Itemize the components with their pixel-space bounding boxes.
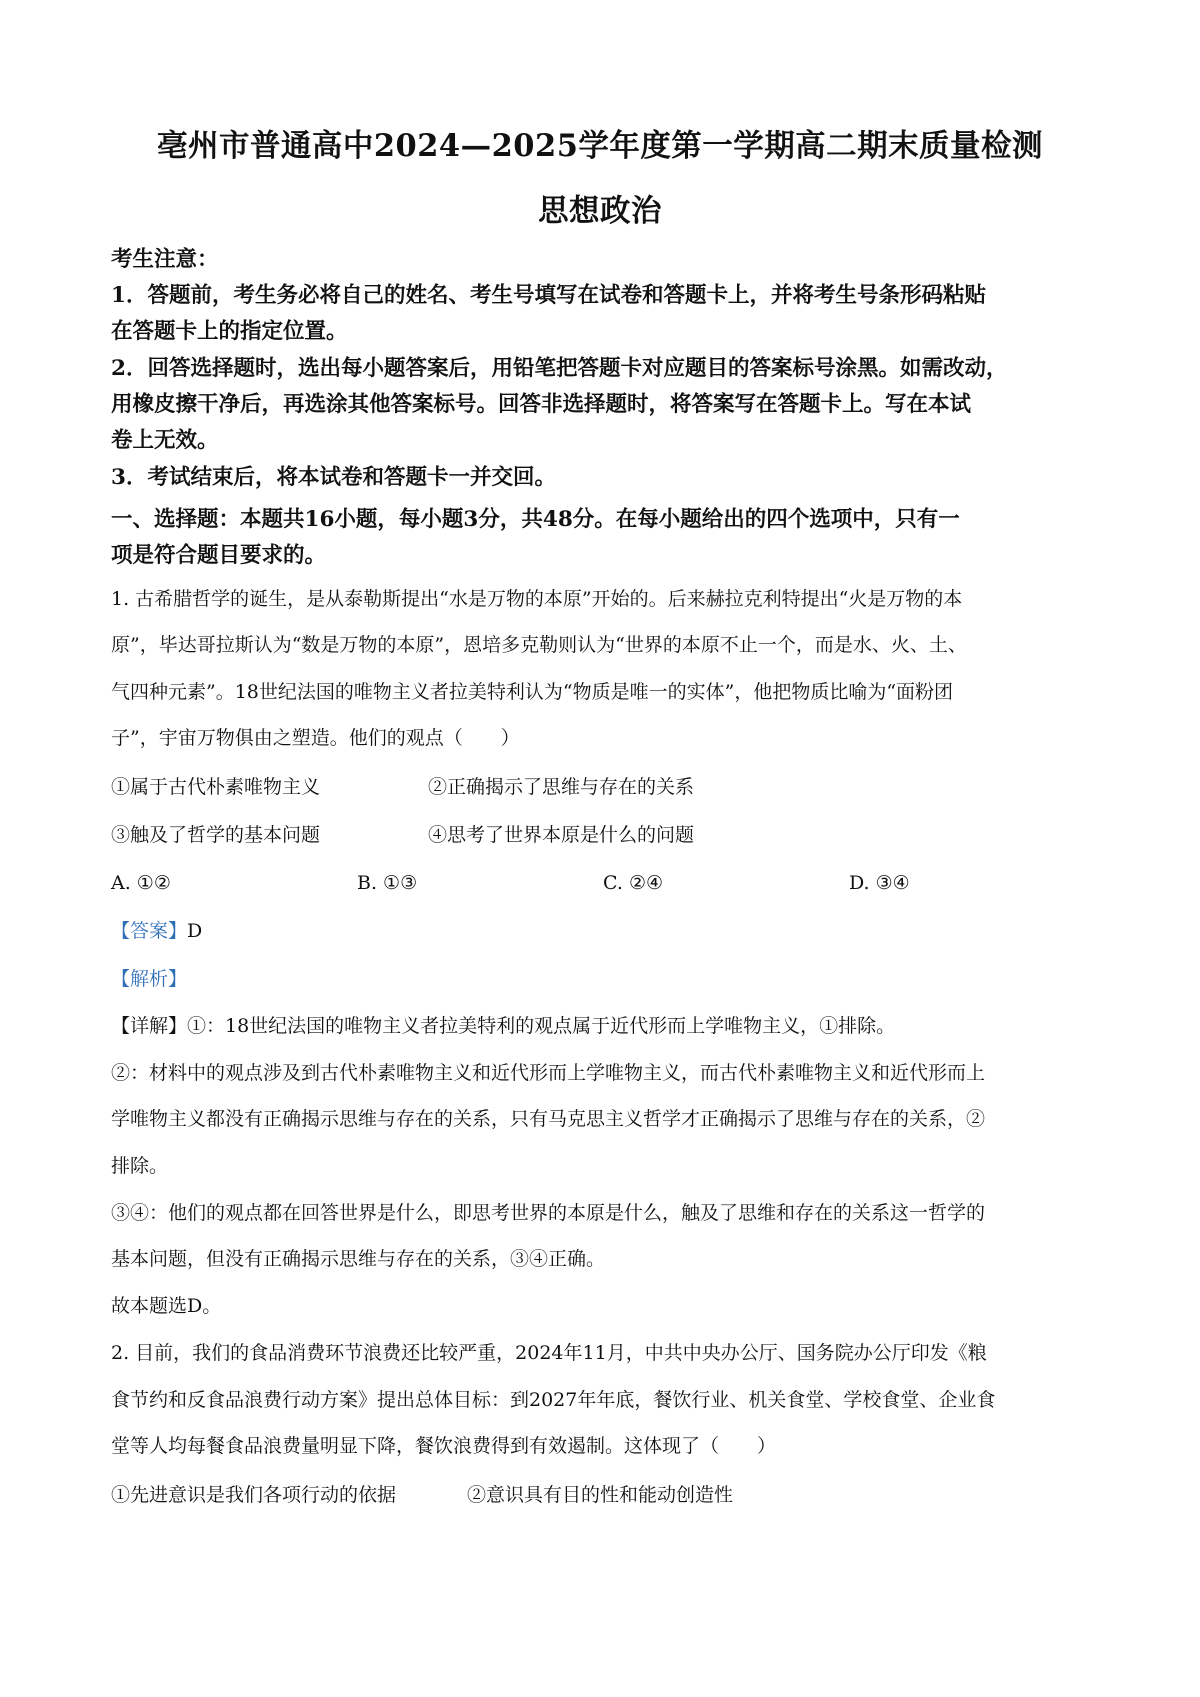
notice-heading: 考生注意：	[111, 247, 219, 272]
q1-answer-row	[111, 916, 202, 946]
q1-detail-line: 学唯物主义都没有正确揭示思维与存在的关系，只有马克思主义哲学才正确揭示了思维与存在的关系，②	[111, 1108, 986, 1130]
q1-option-c: C. ②④	[603, 872, 664, 894]
q1-item: ③触及了哲学的基本问题	[111, 824, 321, 846]
q1-stem-line: 气四种元素”。18世纪法国的唯物主义者拉美特利认为“物质是唯一的实体”，他把物质比喻为“面粉团	[111, 681, 954, 703]
q1-option-a: A. ①②	[111, 872, 171, 894]
q2-item: ①先进意识是我们各项行动的依据	[111, 1484, 397, 1506]
q1-item: ②正确揭示了思维与存在的关系	[428, 776, 695, 798]
q2-item: ②意识具有目的性和能动创造性	[467, 1484, 734, 1506]
q1-option-b: B. ①③	[357, 872, 418, 894]
notice-line: 卷上无效。	[111, 428, 219, 453]
notice-line: 1．答题前，考生务必将自己的姓名、考生号填写在试卷和答题卡上，并将考生号条形码粘贴	[111, 283, 986, 308]
section-heading: 项是符合题目要求的。	[111, 543, 327, 568]
q1-detail-line: 【详解】①：18世纪法国的唯物主义者拉美特利的观点属于近代形而上学唯物主义，①排除。	[111, 1015, 896, 1037]
q1-detail-line: ②：材料中的观点涉及到古代朴素唯物主义和近代形而上学唯物主义，而古代朴素唯物主义和近代形而上	[111, 1062, 986, 1084]
q1-stem-line: 子”，宇宙万物俱由之塑造。他们的观点（ ）	[111, 727, 520, 749]
notice-line: 在答题卡上的指定位置。	[111, 319, 348, 344]
analysis-label: 【解析】	[111, 968, 188, 990]
q2-stem-line: 2. 目前，我们的食品消费环节浪费还比较严重，2024年11月，中共中央办公厅、国务院办公厅印发《粮	[111, 1342, 987, 1364]
answer-value: D	[187, 920, 203, 942]
q1-item: ④思考了世界本原是什么的问题	[428, 824, 695, 846]
q1-detail-line: 故本题选D。	[111, 1295, 222, 1317]
section-heading: 一、选择题：本题共16小题，每小题3分，共48分。在每小题给出的四个选项中，只有一	[111, 507, 960, 532]
q1-detail-line: ③④：他们的观点都在回答世界是什么，即思考世界的本原是什么，触及了思维和存在的关系这一哲学的	[111, 1202, 986, 1224]
q1-stem-line: 原”，毕达哥拉斯认为“数是万物的本原”，恩培多克勒则认为“世界的本原不止一个，而是水、火、土、	[111, 634, 967, 656]
answer-label: 【答案】	[111, 920, 188, 942]
notice-line: 2．回答选择题时，选出每小题答案后，用铅笔把答题卡对应题目的答案标号涂黑。如需改动，	[111, 356, 1008, 381]
subject-title: 思想政治	[538, 193, 662, 229]
q1-option-d: D. ③④	[849, 872, 910, 894]
q1-stem-line: 1. 古希腊哲学的诞生，是从泰勒斯提出“水是万物的本原”开始的。后来赫拉克利特提出“火是万物的本	[111, 588, 963, 610]
notice-line: 用橡皮擦干净后，再选涂其他答案标号。回答非选择题时，将答案写在答题卡上。写在本试	[111, 392, 972, 417]
q2-stem-line: 堂等人均每餐食品浪费量明显下降，餐饮浪费得到有效遏制。这体现了（ ）	[111, 1435, 777, 1457]
notice-line: 3．考试结束后，将本试卷和答题卡一并交回。	[111, 465, 556, 490]
exam-title: 亳州市普通高中2024—2025学年度第一学期高二期末质量检测	[157, 128, 1043, 164]
q1-item: ①属于古代朴素唯物主义	[111, 776, 321, 798]
q1-detail-line: 排除。	[111, 1155, 169, 1177]
q2-stem-line: 食节约和反食品浪费行动方案》提出总体目标：到2027年年底，餐饮行业、机关食堂、学校食堂、企业食	[111, 1389, 996, 1411]
q1-detail-line: 基本问题，但没有正确揭示思维与存在的关系，③④正确。	[111, 1248, 606, 1270]
